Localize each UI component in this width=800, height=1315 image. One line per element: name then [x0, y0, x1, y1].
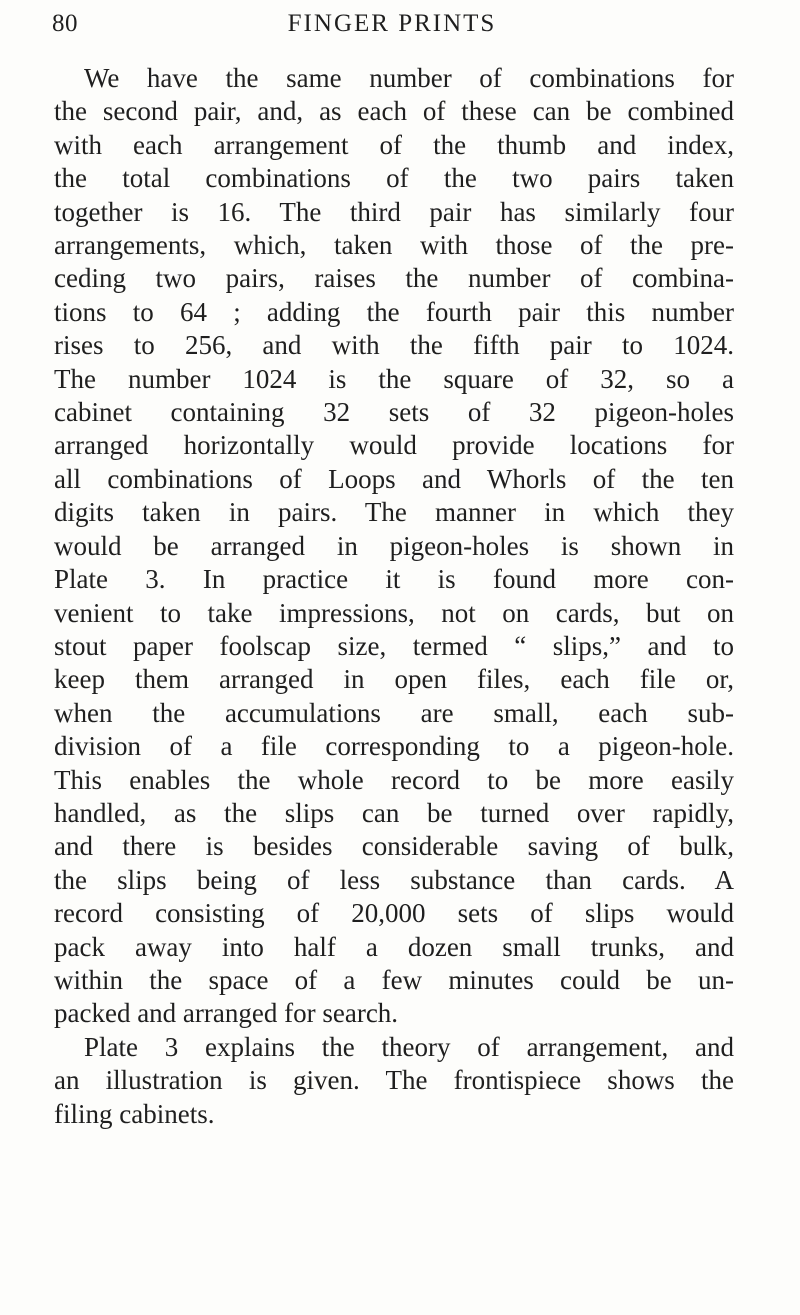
text-line: Plate 3 explains the theory of arrangement, and [84, 1031, 734, 1062]
text-line: digits taken in pairs. The manner in which they [54, 497, 734, 528]
text-line: and there is besides considerable saving of bulk, [54, 831, 734, 862]
text-line: The number 1024 is the square of 32, so a [54, 363, 734, 394]
text-line: ceding two pairs, raises the number of combina- [54, 263, 734, 294]
text-line: would be arranged in pigeon-holes is shown in [54, 530, 734, 561]
text-line: filing cabinets. [54, 1098, 215, 1129]
text-line: all combinations of Loops and Whorls of the ten [54, 463, 734, 494]
text-line: when the accumulations are small, each sub- [54, 697, 734, 728]
text-line: record consisting of 20,000 sets of slips would [54, 898, 734, 929]
text-line: handled, as the slips can be turned over rapidly, [54, 797, 734, 828]
text-line: venient to take impressions, not on cards, but on [54, 597, 734, 628]
text-line: the second pair, and, as each of these can be combined [54, 96, 734, 127]
text-line: keep them arranged in open files, each file or, [54, 664, 734, 695]
text-line: This enables the whole record to be more easily [54, 764, 734, 795]
text-line: cabinet containing 32 sets of 32 pigeon-holes [54, 397, 734, 428]
text-line: the slips being of less substance than cards. A [54, 864, 734, 895]
text-line: tions to 64 ; adding the fourth pair this number [54, 296, 734, 327]
text-line: division of a file corresponding to a pigeon-hole. [54, 731, 734, 762]
text-line: We have the same number of combinations for [84, 63, 734, 93]
text-line: with each arrangement of the thumb and index, [54, 129, 734, 160]
page-header [52, 10, 732, 50]
page-body [54, 62, 734, 1131]
text-line: stout paper foolscap size, termed “ slips,” and to [54, 630, 734, 661]
text-line: Plate 3. In practice it is found more con- [54, 564, 734, 595]
text-line: arranged horizontally would provide locations for [54, 430, 734, 461]
text-line: the total combinations of the two pairs taken [54, 163, 734, 194]
paragraph-1 [54, 62, 734, 1031]
text-line: packed and arranged for search. [54, 998, 399, 1029]
text-line: arrangements, which, taken with those of the pre- [54, 230, 734, 261]
text-line: within the space of a few minutes could be un- [54, 964, 734, 995]
running-head: FINGER PRINTS [287, 10, 497, 37]
text-line: rises to 256, and with the fifth pair to 1024. [54, 330, 734, 361]
text-line: together is 16. The third pair has similarly four [54, 196, 734, 227]
page-number: 80 [52, 10, 78, 37]
text-line: pack away into half a dozen small trunks, and [54, 931, 734, 962]
paragraph-2 [54, 1031, 734, 1131]
text-line: an illustration is given. The frontispiece shows the [54, 1065, 734, 1096]
